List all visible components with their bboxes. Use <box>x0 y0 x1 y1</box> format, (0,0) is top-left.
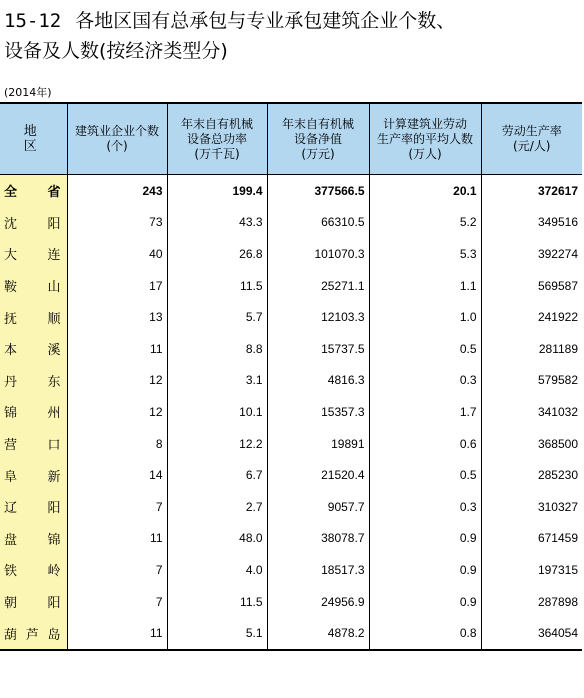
value-cell: 43.3 <box>167 207 267 239</box>
region-char: 顺 <box>47 311 61 327</box>
region-cell <box>0 238 67 270</box>
value-cell: 38078.7 <box>267 523 369 555</box>
value-cell: 26.8 <box>167 238 267 270</box>
value-cell: 569587 <box>481 270 582 302</box>
value-cell: 15357.3 <box>267 396 369 428</box>
table-row <box>0 301 582 333</box>
value-cell: 14 <box>67 459 167 491</box>
value-cell: 11 <box>67 523 167 555</box>
value-cell: 5.7 <box>167 301 267 333</box>
region-cell <box>0 554 67 586</box>
region-char: 阳 <box>47 501 61 517</box>
value-cell: 48.0 <box>167 523 267 555</box>
value-cell: 364054 <box>481 617 582 650</box>
value-cell: 2.7 <box>167 491 267 523</box>
value-cell: 0.3 <box>369 491 481 523</box>
region-cell <box>0 175 67 207</box>
table-number: 15-12 <box>4 10 62 32</box>
value-cell: 671459 <box>481 523 582 555</box>
region-cell <box>0 586 67 618</box>
region-char: 锦 <box>4 406 18 422</box>
column-header-2: 年末自有机械 设备总功率 (万千瓦) <box>167 103 267 175</box>
value-cell: 12 <box>67 365 167 397</box>
region-cell <box>0 491 67 523</box>
year-note: (2014年) <box>4 86 52 99</box>
value-cell: 7 <box>67 554 167 586</box>
value-cell: 341032 <box>481 396 582 428</box>
region-char: 朝 <box>4 596 18 612</box>
value-cell: 4878.2 <box>267 617 369 650</box>
region-char: 连 <box>47 248 61 264</box>
value-cell: 6.7 <box>167 459 267 491</box>
region-char: 全 <box>4 185 18 201</box>
table-row <box>0 207 582 239</box>
value-cell: 1.0 <box>369 301 481 333</box>
value-cell: 18517.3 <box>267 554 369 586</box>
value-cell: 310327 <box>481 491 582 523</box>
column-header-0: 地区 <box>0 103 67 175</box>
value-cell: 368500 <box>481 428 582 460</box>
header-row <box>0 103 582 175</box>
value-cell: 73 <box>67 207 167 239</box>
value-cell: 1.7 <box>369 396 481 428</box>
table-row <box>0 365 582 397</box>
value-cell: 9057.7 <box>267 491 369 523</box>
title-line-2: 设备及人数(按经济类型分) <box>4 40 228 62</box>
value-cell: 0.5 <box>369 333 481 365</box>
value-cell: 349516 <box>481 207 582 239</box>
table-row <box>0 396 582 428</box>
table-row <box>0 586 582 618</box>
value-cell: 24956.9 <box>267 586 369 618</box>
region-char: 辽 <box>4 501 18 517</box>
value-cell: 11.5 <box>167 270 267 302</box>
value-cell: 11 <box>67 617 167 650</box>
table-row <box>0 617 582 650</box>
region-char: 沈 <box>4 216 18 232</box>
value-cell: 15737.5 <box>267 333 369 365</box>
table-row <box>0 491 582 523</box>
region-char: 岛 <box>47 627 61 643</box>
value-cell: 392274 <box>481 238 582 270</box>
value-cell: 0.3 <box>369 365 481 397</box>
value-cell: 8 <box>67 428 167 460</box>
table-row <box>0 238 582 270</box>
value-cell: 3.1 <box>167 365 267 397</box>
value-cell: 0.5 <box>369 459 481 491</box>
region-cell <box>0 333 67 365</box>
value-cell: 66310.5 <box>267 207 369 239</box>
region-char: 锦 <box>47 532 61 548</box>
column-header-4: 计算建筑业劳动 生产率的平均人数 (万人) <box>369 103 481 175</box>
region-char: 丹 <box>4 374 18 390</box>
region-cell <box>0 428 67 460</box>
value-cell: 12 <box>67 396 167 428</box>
value-cell: 7 <box>67 491 167 523</box>
column-header-1: 建筑业企业个数 (个) <box>67 103 167 175</box>
table-row <box>0 175 582 207</box>
region-char: 抚 <box>4 311 18 327</box>
value-cell: 19891 <box>267 428 369 460</box>
value-cell: 5.1 <box>167 617 267 650</box>
value-cell: 21520.4 <box>267 459 369 491</box>
region-char: 岭 <box>47 564 61 580</box>
value-cell: 5.3 <box>369 238 481 270</box>
value-cell: 377566.5 <box>267 175 369 207</box>
value-cell: 241922 <box>481 301 582 333</box>
column-header-5: 劳动生产率 (元/人) <box>481 103 582 175</box>
value-cell: 197315 <box>481 554 582 586</box>
region-char: 大 <box>4 248 18 264</box>
value-cell: 0.9 <box>369 523 481 555</box>
region-char: 新 <box>47 469 61 485</box>
title-line-1 <box>4 6 582 36</box>
value-cell: 287898 <box>481 586 582 618</box>
region-char: 东 <box>47 374 61 390</box>
data-table <box>0 102 582 651</box>
region-cell <box>0 207 67 239</box>
value-cell: 13 <box>67 301 167 333</box>
value-cell: 4.0 <box>167 554 267 586</box>
value-cell: 101070.3 <box>267 238 369 270</box>
value-cell: 243 <box>67 175 167 207</box>
region-char: 本 <box>4 343 18 359</box>
region-char: 铁 <box>4 564 18 580</box>
value-cell: 285230 <box>481 459 582 491</box>
value-cell: 199.4 <box>167 175 267 207</box>
region-char: 芦 <box>25 627 39 643</box>
region-cell <box>0 617 67 650</box>
value-cell: 8.8 <box>167 333 267 365</box>
value-cell: 25271.1 <box>267 270 369 302</box>
value-cell: 281189 <box>481 333 582 365</box>
table-body <box>0 175 582 650</box>
region-cell <box>0 523 67 555</box>
table-row <box>0 523 582 555</box>
value-cell: 579582 <box>481 365 582 397</box>
title-text-1: 各地区国有总承包与专业承包建筑企业个数、 <box>75 10 456 32</box>
region-char: 鞍 <box>4 280 18 296</box>
value-cell: 372617 <box>481 175 582 207</box>
region-cell <box>0 301 67 333</box>
region-char: 山 <box>47 280 61 296</box>
region-cell <box>0 270 67 302</box>
table-row <box>0 428 582 460</box>
region-char: 州 <box>47 406 61 422</box>
region-char: 葫 <box>4 627 18 643</box>
region-cell <box>0 396 67 428</box>
value-cell: 11 <box>67 333 167 365</box>
value-cell: 12.2 <box>167 428 267 460</box>
value-cell: 4816.3 <box>267 365 369 397</box>
region-char: 阳 <box>47 216 61 232</box>
value-cell: 17 <box>67 270 167 302</box>
value-cell: 0.9 <box>369 586 481 618</box>
table-row <box>0 270 582 302</box>
value-cell: 40 <box>67 238 167 270</box>
value-cell: 1.1 <box>369 270 481 302</box>
region-char: 口 <box>47 438 61 454</box>
region-char: 省 <box>47 185 61 201</box>
value-cell: 5.2 <box>369 207 481 239</box>
value-cell: 7 <box>67 586 167 618</box>
value-cell: 0.9 <box>369 554 481 586</box>
table-row <box>0 459 582 491</box>
region-char: 溪 <box>47 343 61 359</box>
value-cell: 0.6 <box>369 428 481 460</box>
region-char: 营 <box>4 438 18 454</box>
region-cell <box>0 365 67 397</box>
value-cell: 20.1 <box>369 175 481 207</box>
page-title <box>4 6 582 66</box>
region-char: 盘 <box>4 532 18 548</box>
table-row <box>0 333 582 365</box>
region-cell <box>0 459 67 491</box>
value-cell: 11.5 <box>167 586 267 618</box>
table-row <box>0 554 582 586</box>
column-header-3: 年末自有机械 设备净值 (万元) <box>267 103 369 175</box>
value-cell: 0.8 <box>369 617 481 650</box>
value-cell: 10.1 <box>167 396 267 428</box>
region-char: 阳 <box>47 596 61 612</box>
value-cell: 12103.3 <box>267 301 369 333</box>
region-char: 阜 <box>4 469 18 485</box>
